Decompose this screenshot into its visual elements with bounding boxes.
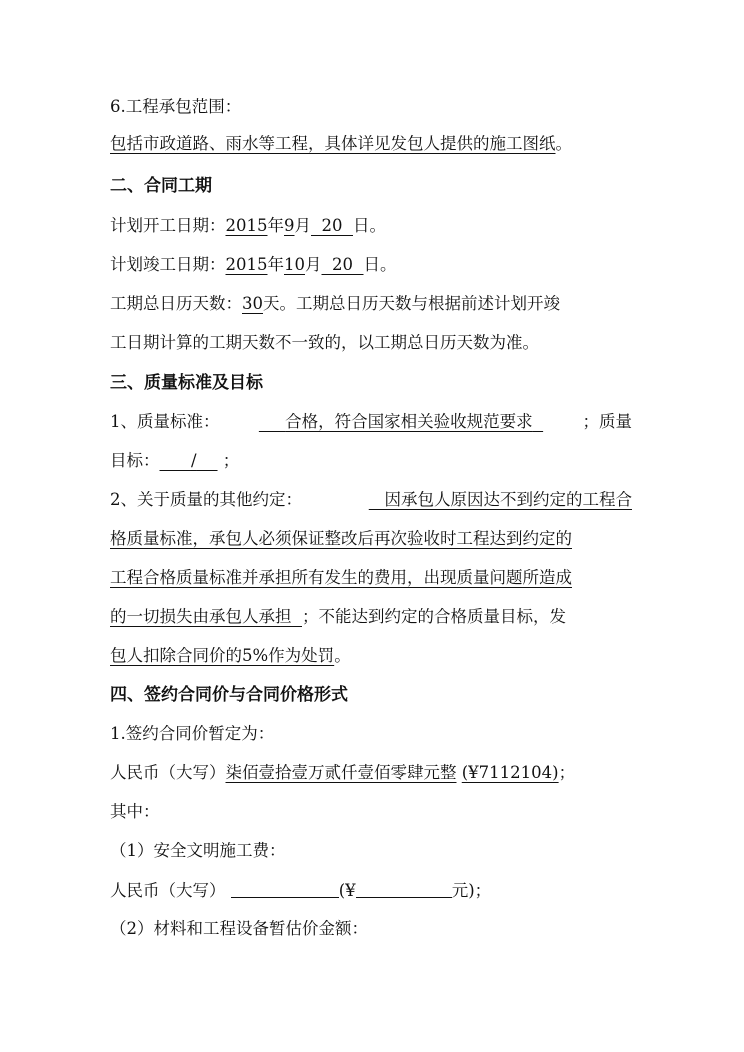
contract-price-intro: 1.签约合同价暂定为： <box>110 724 275 743</box>
start-day: 20 <box>321 216 343 235</box>
quality-other-text2: 格质量标准，承包人必须保证整改后再次验收时工程达到约定的 <box>110 529 572 548</box>
scope-end: 。 <box>555 134 572 153</box>
quality-standard-value: 合格，符合国家相关验收规范要求 <box>285 412 533 431</box>
quality-target-label: 目标： <box>110 451 160 470</box>
amount-in-words: 柒佰壹拾壹万贰仟壹佰零肆元整 <box>225 763 457 782</box>
quality-other-end: 。 <box>334 646 351 665</box>
quality-standard-label: 1、质量标准： <box>110 412 220 431</box>
quality-other-line2 <box>110 528 572 550</box>
total-days-value: 30 <box>242 294 263 313</box>
quality-other-text4-rest: ；不能达到约定的合格质量目标，发 <box>302 607 566 626</box>
amount-number: (¥7112104) <box>461 763 559 782</box>
nian-label: 年 <box>267 216 284 235</box>
quality-other-text1: 因承包人原因达不到约定的工程合 <box>384 490 632 509</box>
quality-other-label: 2、关于质量的其他约定： <box>110 490 302 509</box>
quality-target-line <box>110 450 239 472</box>
end-day: 20 <box>332 255 353 274</box>
section-heading-price: 四、签约合同价与合同价格形式 <box>110 685 348 705</box>
safety-fee-number-blank[interactable] <box>356 879 452 898</box>
total-days-text: 天。工期总日历天数与根据前述计划开竣 <box>263 294 560 313</box>
start-label: 计划开工日期： <box>110 216 226 235</box>
quality-other-line3 <box>110 567 572 589</box>
planned-end-date <box>110 254 397 276</box>
amount-tail: ； <box>558 763 576 782</box>
total-days-line <box>110 293 560 315</box>
qizhong-label: 其中： <box>110 802 160 821</box>
nian-label: 年 <box>267 255 284 274</box>
planned-start-date <box>110 215 386 237</box>
quality-other-line4 <box>110 606 566 628</box>
rmb-label: 人民币（大写） <box>110 763 226 782</box>
end-month: 10 <box>284 255 305 274</box>
safety-fee-item: （1）安全文明施工费： <box>110 841 286 860</box>
scope-title: 6.工程承包范围： <box>110 97 242 116</box>
ri-label: 日。 <box>363 255 397 274</box>
quality-standard-line <box>110 411 632 433</box>
ri-label: 日。 <box>353 216 386 235</box>
section-heading-quality: 三、质量标准及目标 <box>110 373 263 393</box>
yue-label: 月 <box>294 216 311 235</box>
quality-other-line1 <box>110 489 632 511</box>
safety-fee-rmb-label: 人民币（大写） <box>110 881 226 900</box>
contract-price-line <box>110 762 575 784</box>
safety-fee-tail: 元)； <box>451 881 492 900</box>
start-year: 2015 <box>225 216 268 235</box>
safety-fee-yen: (¥ <box>338 881 356 900</box>
quality-target-tail: ； <box>222 451 240 470</box>
quality-other-text4: 的一切损失由承包人承担 <box>110 607 292 626</box>
end-year: 2015 <box>225 255 268 274</box>
quality-other-line5 <box>110 645 351 667</box>
material-estimate-item: （2）材料和工程设备暂估价金额： <box>110 919 368 938</box>
total-days-label: 工期总日历天数： <box>110 294 242 313</box>
quality-target-value: / <box>190 451 197 470</box>
section-heading-duration: 二、合同工期 <box>110 176 212 196</box>
quality-other-text3: 工程合格质量标准并承担所有发生的费用，出现质量问题所造成 <box>110 568 572 587</box>
end-label: 计划竣工日期： <box>110 255 226 274</box>
scope-text: 包括市政道路、雨水等工程，具体详见发包人提供的施工图纸 <box>110 134 556 153</box>
quality-other-text5: 包人扣除合同价的5%作为处罚 <box>110 646 335 665</box>
total-days-line2: 工日期计算的工期天数不一致的，以工期总日历天数为准。 <box>110 333 539 352</box>
safety-fee-words-blank[interactable] <box>231 879 339 898</box>
scope-paragraph <box>110 133 572 155</box>
start-month: 9 <box>284 216 295 235</box>
yue-label: 月 <box>305 255 322 274</box>
safety-fee-amount-line <box>110 879 491 902</box>
quality-standard-tail: ；质量 <box>582 412 632 431</box>
